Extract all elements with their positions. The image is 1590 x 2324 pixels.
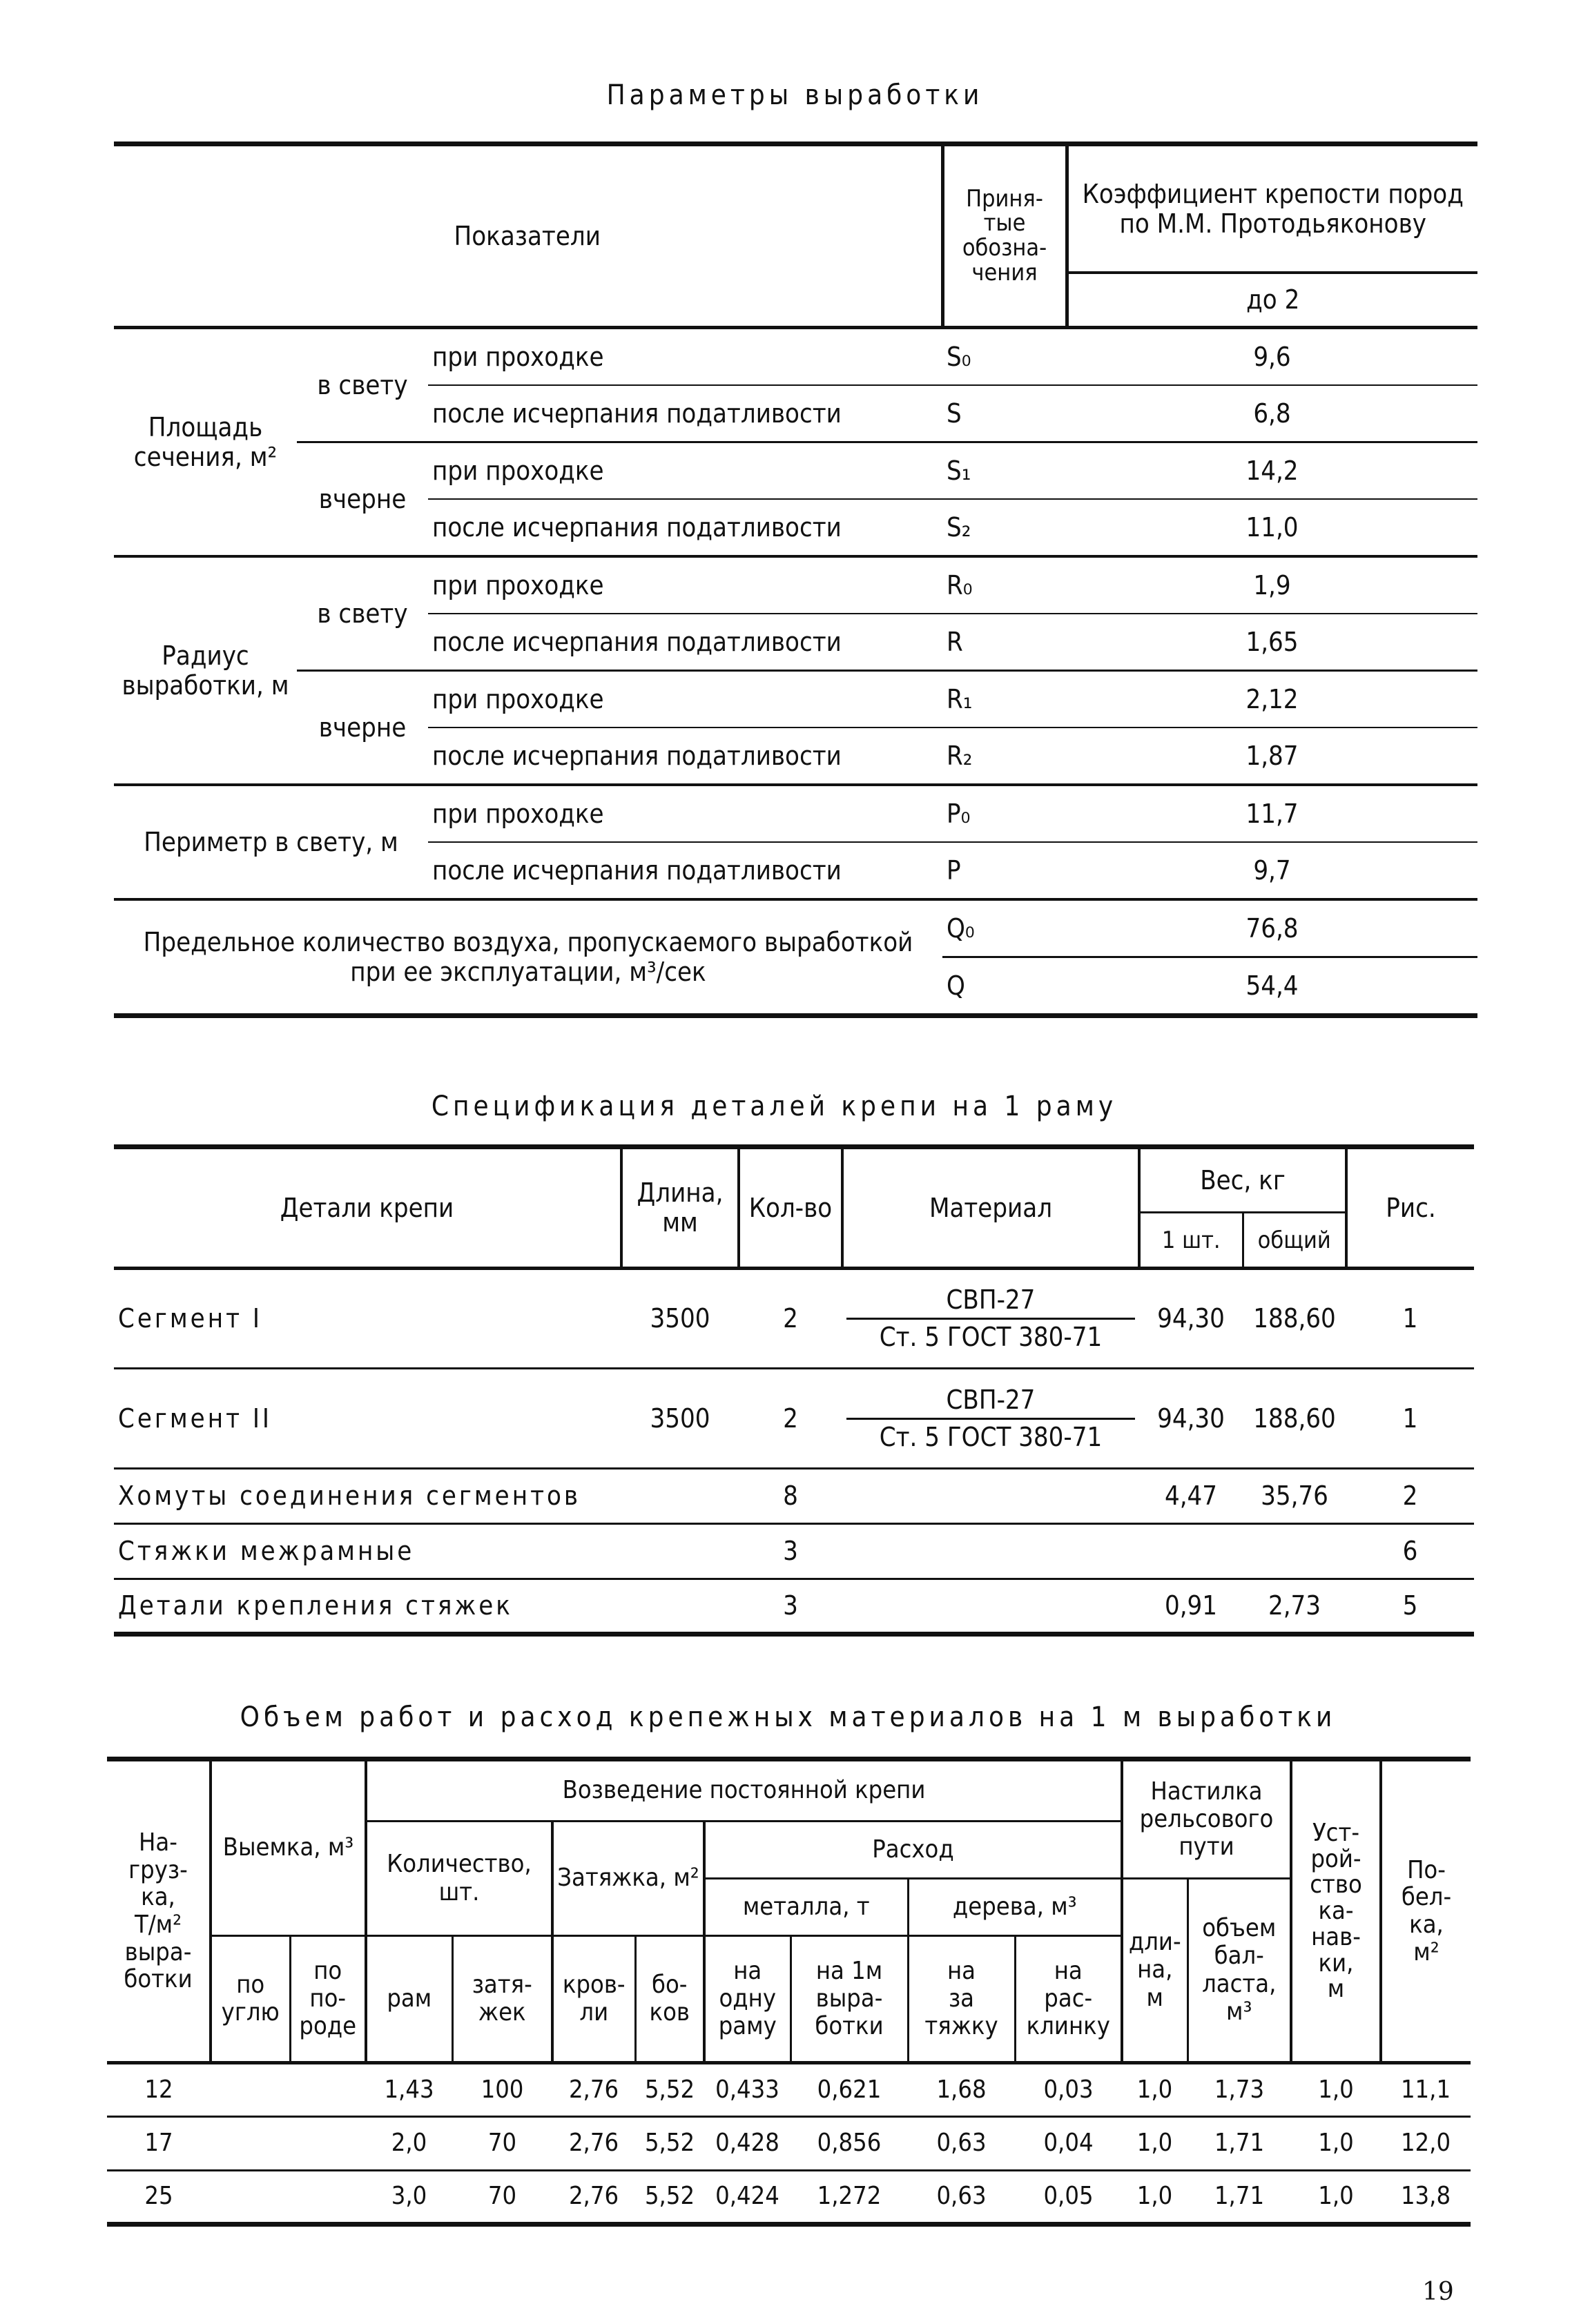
header-by-coal: по углю xyxy=(211,1936,290,2063)
material-profile: СВП-27 xyxy=(846,1385,1135,1420)
cell: 0,04 xyxy=(1043,2129,1094,2158)
part-weight-one: 0,91 xyxy=(1164,1590,1218,1621)
header-weight: Вес, кг xyxy=(1139,1147,1346,1213)
value: 9,7 xyxy=(1067,842,1477,899)
header-per-meter: на 1м выра- ботки xyxy=(791,1936,908,2063)
part-material xyxy=(842,1579,1139,1634)
part-weight-one xyxy=(1139,1524,1243,1579)
cell: 11,1 xyxy=(1400,2075,1451,2104)
group-perimeter: Периметр в свету, м xyxy=(114,785,428,899)
part-material xyxy=(842,1524,1139,1579)
sub-clear: в свету xyxy=(297,556,428,671)
cell: 1,73 xyxy=(1214,2075,1265,2104)
part-name: Стяжки межрамные xyxy=(118,1536,415,1567)
cell: 1,0 xyxy=(1318,2075,1354,2104)
designation: S₀ xyxy=(942,328,1067,386)
header-laggings: затя- жек xyxy=(452,1936,552,2063)
cell: 0,63 xyxy=(936,2129,987,2158)
part-weight-one: 94,30 xyxy=(1157,1403,1225,1434)
header-length: дли- на, м xyxy=(1122,1879,1187,2063)
header-material: Материал xyxy=(842,1147,1139,1269)
header-wood: дерева, м³ xyxy=(908,1879,1122,1936)
header-by-rock: по по- роде xyxy=(290,1936,366,2063)
part-figure: 2 xyxy=(1402,1481,1418,1512)
part-length: 3500 xyxy=(650,1303,710,1334)
designation: Q₀ xyxy=(942,899,1067,957)
cell: 1,0 xyxy=(1136,2075,1173,2104)
sub-rough: вчерне xyxy=(297,442,428,557)
cell: 100 xyxy=(481,2075,524,2104)
cell xyxy=(290,2171,366,2225)
work-volume-table xyxy=(107,1757,1471,2227)
header-load: На- груз- ка, Т/м² выра- ботки xyxy=(107,1759,211,2063)
value: 11,0 xyxy=(1067,499,1477,556)
row-label: при проходке xyxy=(428,785,942,842)
row-label: при проходке xyxy=(428,556,942,614)
part-name: Хомуты соединения сегментов xyxy=(118,1481,581,1512)
material-steel: Ст. 5 ГОСТ 380-71 xyxy=(879,1421,1103,1452)
value: 9,6 xyxy=(1067,328,1477,386)
designation: S₂ xyxy=(942,499,1067,556)
part-figure: 6 xyxy=(1402,1536,1418,1567)
value: 2,12 xyxy=(1067,671,1477,728)
part-quantity: 2 xyxy=(783,1303,798,1334)
cell: 1,0 xyxy=(1318,2129,1354,2158)
workings-parameters-table xyxy=(114,141,1477,1018)
cell: 70 xyxy=(487,2182,517,2211)
part-length: 3500 xyxy=(650,1403,710,1434)
header-up-to-2: до 2 xyxy=(1067,273,1477,327)
cell xyxy=(211,2117,290,2171)
cell: 1,71 xyxy=(1214,2129,1265,2158)
part-material xyxy=(842,1269,1139,1369)
header-per-lagging: на за тяжку xyxy=(908,1936,1015,2063)
header-designations: Приня- тые обозна- чения xyxy=(942,144,1067,328)
cell: 1,71 xyxy=(1214,2182,1265,2211)
header-consumption: Расход xyxy=(704,1822,1122,1879)
header-whitewash: По- бел- ка, м² xyxy=(1381,1759,1471,2063)
value: 1,87 xyxy=(1067,728,1477,785)
value: 1,65 xyxy=(1067,614,1477,671)
row-label: при проходке xyxy=(428,671,942,728)
table2-title: Спецификация деталей крепи на 1 раму xyxy=(431,1091,1118,1122)
part-quantity: 3 xyxy=(783,1590,798,1621)
part-name: Детали крепления стяжек xyxy=(118,1590,513,1621)
cell: 1,272 xyxy=(817,2182,882,2211)
cell: 1,0 xyxy=(1136,2182,1173,2211)
header-ballast: объем бал- ласта, м³ xyxy=(1187,1879,1291,2063)
cell xyxy=(290,2063,366,2117)
cell: 17 xyxy=(144,2129,173,2158)
row-label: после исчерпания податливости xyxy=(428,614,942,671)
header-weight-total: общий xyxy=(1243,1213,1346,1269)
table1-title: Параметры выработки xyxy=(606,79,984,111)
cell: 12,0 xyxy=(1400,2129,1451,2158)
cell: 1,0 xyxy=(1136,2129,1173,2158)
row-label: после исчерпания податливости xyxy=(428,728,942,785)
group-cross-section-area: Площадь сечения, м² xyxy=(114,328,297,557)
cell: 5,52 xyxy=(644,2129,695,2158)
row-label: после исчерпания податливости xyxy=(428,385,942,442)
part-weight-total xyxy=(1243,1524,1346,1579)
cell: 12 xyxy=(144,2075,173,2104)
cell: 0,03 xyxy=(1043,2075,1094,2104)
part-weight-total: 188,60 xyxy=(1253,1403,1336,1434)
cell: 25 xyxy=(144,2182,173,2211)
material-profile: СВП-27 xyxy=(846,1285,1135,1320)
cell: 2,76 xyxy=(568,2182,619,2211)
designation: R₁ xyxy=(942,671,1067,728)
header-quantity: Кол-во xyxy=(739,1147,842,1269)
header-frames: рам xyxy=(366,1936,452,2063)
header-parts: Детали крепи xyxy=(114,1147,621,1269)
part-quantity: 3 xyxy=(783,1536,798,1567)
cell: 0,433 xyxy=(715,2075,779,2104)
part-quantity: 8 xyxy=(783,1481,798,1512)
cell xyxy=(290,2117,366,2171)
cell: 3,0 xyxy=(391,2182,427,2211)
value: 1,9 xyxy=(1067,556,1477,614)
value: 76,8 xyxy=(1067,899,1477,957)
header-per-wedging: на рас- клинку xyxy=(1015,1936,1122,2063)
designation: R₂ xyxy=(942,728,1067,785)
sub-clear: в свету xyxy=(297,328,428,442)
designation: R xyxy=(942,614,1067,671)
cell: 0,63 xyxy=(936,2182,987,2211)
group-radius: Радиус выработки, м xyxy=(114,556,297,785)
header-count: Количество, шт. xyxy=(366,1822,552,1936)
value: 14,2 xyxy=(1067,442,1477,500)
cell: 2,76 xyxy=(568,2129,619,2158)
part-material xyxy=(842,1469,1139,1524)
cell: 5,52 xyxy=(644,2182,695,2211)
row-label: при проходке xyxy=(428,328,942,386)
header-weight-one: 1 шт. xyxy=(1139,1213,1243,1269)
header-construction: Возведение постоянной крепи xyxy=(366,1759,1122,1822)
value: 6,8 xyxy=(1067,385,1477,442)
material-steel: Ст. 5 ГОСТ 380-71 xyxy=(879,1322,1103,1352)
cell: 0,856 xyxy=(817,2129,882,2158)
cell xyxy=(211,2171,290,2225)
air-quantity-label: Предельное количество воздуха, пропускаемого выработкой при ее эксплуатации, м³/сек xyxy=(114,899,942,1016)
cell: 13,8 xyxy=(1400,2182,1451,2211)
header-excavation: Выемка, м³ xyxy=(211,1759,366,1936)
cell: 2,0 xyxy=(391,2129,427,2158)
row-label: после исчерпания податливости xyxy=(428,842,942,899)
header-lagging: Затяжка, м² xyxy=(552,1822,704,1936)
part-figure: 5 xyxy=(1402,1590,1418,1621)
cell: 5,52 xyxy=(644,2075,695,2104)
designation: P₀ xyxy=(942,785,1067,842)
designation: P xyxy=(942,842,1067,899)
cell: 1,0 xyxy=(1318,2182,1354,2211)
cell: 0,05 xyxy=(1043,2182,1094,2211)
value: 54,4 xyxy=(1067,957,1477,1016)
header-track-laying: Настилка рельсового пути xyxy=(1122,1759,1291,1879)
designation: S xyxy=(942,385,1067,442)
designation: Q xyxy=(942,957,1067,1016)
header-metal: металла, т xyxy=(704,1879,908,1936)
part-weight-one: 4,47 xyxy=(1164,1481,1218,1512)
part-figure: 1 xyxy=(1402,1303,1418,1334)
designation: R₀ xyxy=(942,556,1067,614)
header-ditch: Уст- рой- ство ка- нав- ки, м xyxy=(1291,1759,1381,2063)
sub-rough: вчерне xyxy=(297,671,428,785)
part-weight-total: 2,73 xyxy=(1268,1590,1321,1621)
part-name: Сегмент I xyxy=(118,1303,262,1334)
designation: S₁ xyxy=(942,442,1067,500)
header-coefficient: Коэффициент крепости пород по М.М. Протодьяконову xyxy=(1067,144,1477,273)
table3-title: Объем работ и расход крепежных материалов на 1 м выработки xyxy=(240,1701,1337,1733)
row-label: после исчерпания податливости xyxy=(428,499,942,556)
header-roof: кров- ли xyxy=(552,1936,635,2063)
cell: 1,68 xyxy=(936,2075,987,2104)
part-weight-total: 188,60 xyxy=(1253,1303,1336,1334)
part-weight-one: 94,30 xyxy=(1157,1303,1225,1334)
page-number: 19 xyxy=(1422,2278,1454,2306)
cell: 1,43 xyxy=(384,2075,434,2104)
support-parts-spec-table xyxy=(114,1144,1474,1637)
part-material xyxy=(842,1369,1139,1469)
part-name: Сегмент II xyxy=(118,1403,272,1434)
header-figure: Рис. xyxy=(1346,1147,1474,1269)
cell: 0,424 xyxy=(715,2182,779,2211)
header-length: Длина, мм xyxy=(621,1147,739,1269)
part-quantity: 2 xyxy=(783,1403,798,1434)
cell: 70 xyxy=(487,2129,517,2158)
cell: 0,428 xyxy=(715,2129,779,2158)
cell: 0,621 xyxy=(817,2075,882,2104)
header-per-frame: на одну раму xyxy=(704,1936,791,2063)
header-sides: бо- ков xyxy=(635,1936,704,2063)
cell: 2,76 xyxy=(568,2075,619,2104)
cell xyxy=(211,2063,290,2117)
part-weight-total: 35,76 xyxy=(1261,1481,1328,1512)
value: 11,7 xyxy=(1067,785,1477,842)
header-indicators: Показатели xyxy=(114,144,942,328)
part-figure: 1 xyxy=(1402,1403,1418,1434)
row-label: при проходке xyxy=(428,442,942,500)
